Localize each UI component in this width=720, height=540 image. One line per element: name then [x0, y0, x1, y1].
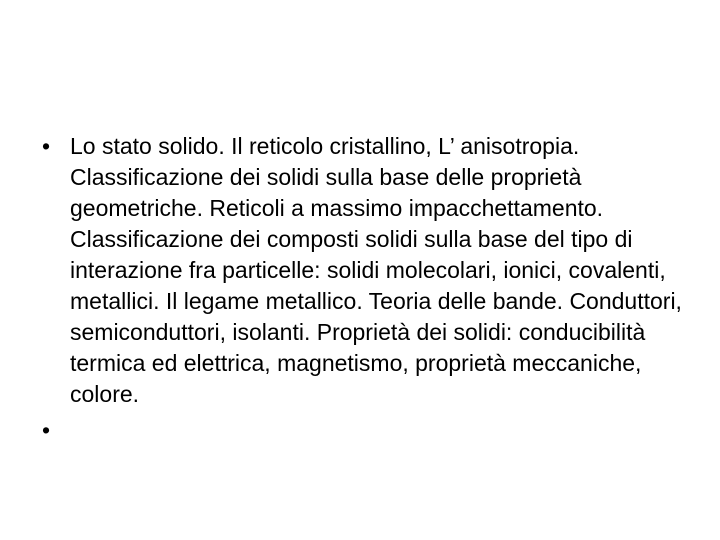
bullet-marker: • — [42, 417, 51, 443]
bullet-list — [36, 131, 686, 446]
bullet-marker: • — [42, 133, 51, 159]
bullet-item-1 — [36, 131, 686, 410]
bullet-text: Lo stato solido. Il reticolo cristallino, L’ anisotropia. Classificazione dei solidi sulla base delle proprietà geometriche. Reticoli a massimo impacchettamento. Classificazione dei composti solidi sulla base del tipo di interazione fra particelle: solidi molecolari, ionici, covalenti, metallici. Il legame metallico. Teoria delle bande. Conduttori, semiconduttori, isolanti. Proprietà dei solidi: conducibilità termica ed elettrica, magnetismo, proprietà meccaniche, colore. — [70, 133, 682, 407]
bullet-item-2 — [36, 415, 686, 446]
